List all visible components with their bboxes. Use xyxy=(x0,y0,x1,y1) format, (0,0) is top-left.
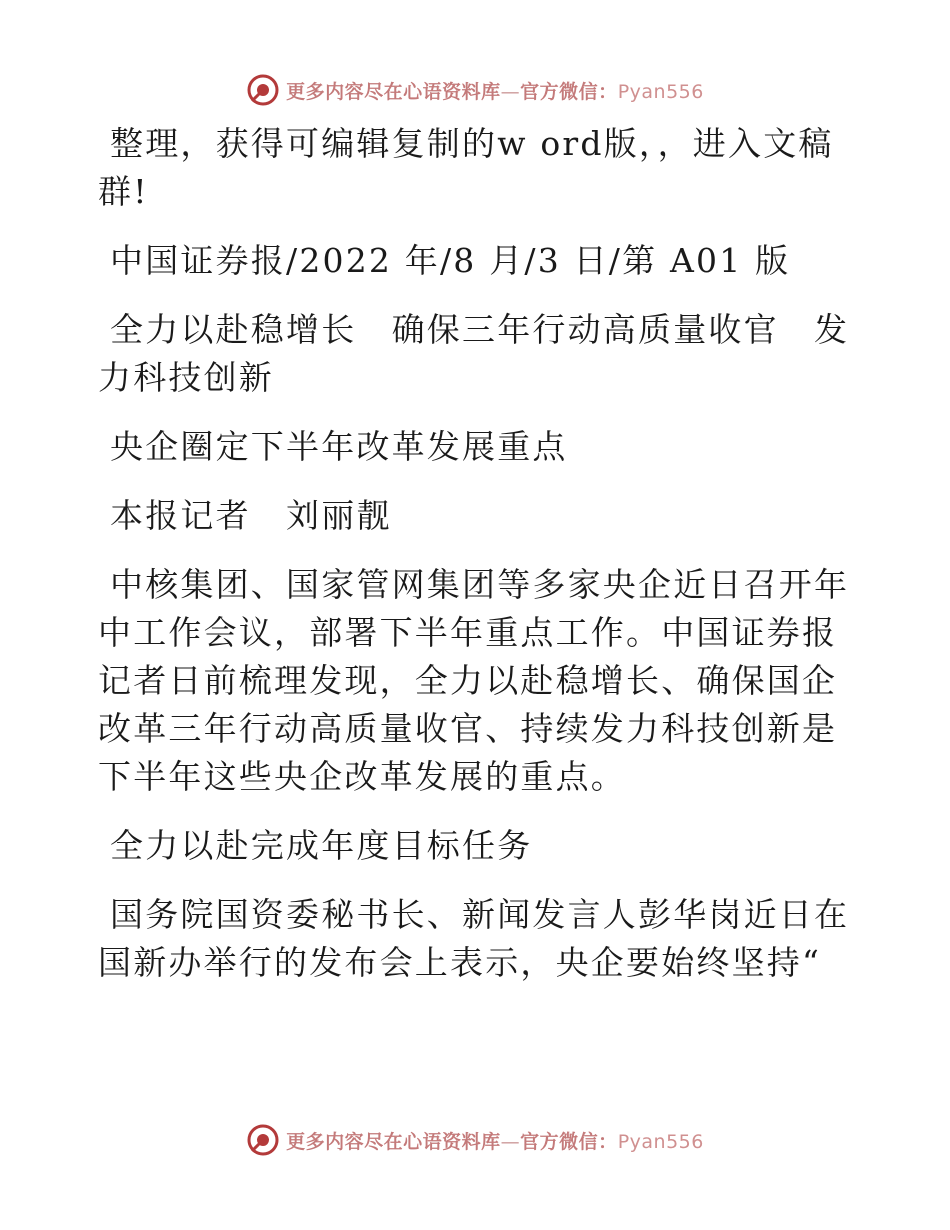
brand-logo-icon xyxy=(246,73,280,107)
watermark-official: 官方微信： xyxy=(520,1130,618,1153)
article-byline: 本报记者 刘丽靓 xyxy=(110,496,392,535)
watermark-text xyxy=(286,77,704,104)
watermark-text xyxy=(286,1127,704,1154)
watermark-handle: Pyan556 xyxy=(617,1130,704,1153)
paragraph-intro: 整理，获得可编辑复制的w ord版，，进入文稿群! xyxy=(98,124,834,211)
watermark-prefix: 更多内容尽在心语资料库 xyxy=(286,1130,501,1153)
article-subheadline: 央企圈定下半年改革发展重点 xyxy=(110,427,568,466)
paragraph-lead: 中核集团、国家管网集团等多家央企近日召开年中工作会议，部署下半年重点工作。中国证券报记者日前梳理发现，全力以赴稳增长、确保国企改革三年行动高质量收官、持续发力科技创新是下半年这些央企改革发展的重点。 xyxy=(98,565,850,796)
watermark-handle: Pyan556 xyxy=(617,80,704,103)
header-watermark xyxy=(0,68,950,112)
section-heading: 全力以赴完成年度目标任务 xyxy=(110,826,533,865)
article-headline: 全力以赴稳增长 确保三年行动高质量收官 发力科技创新 xyxy=(98,310,850,397)
paragraph-source-line: 中国证券报/2022 年/8 月/3 日/第 A01 版 xyxy=(110,241,791,280)
watermark-official: 官方微信： xyxy=(520,80,618,103)
brand-logo-icon xyxy=(246,1123,280,1157)
document-body xyxy=(98,120,850,1008)
watermark-dash: — xyxy=(500,80,521,103)
watermark-prefix: 更多内容尽在心语资料库 xyxy=(286,80,501,103)
watermark-dash: — xyxy=(500,1130,521,1153)
paragraph-body: 国务院国资委秘书长、新闻发言人彭华岗近日在国新办举行的发布会上表示，央企要始终坚持“ xyxy=(98,895,850,982)
footer-watermark xyxy=(0,1118,950,1162)
